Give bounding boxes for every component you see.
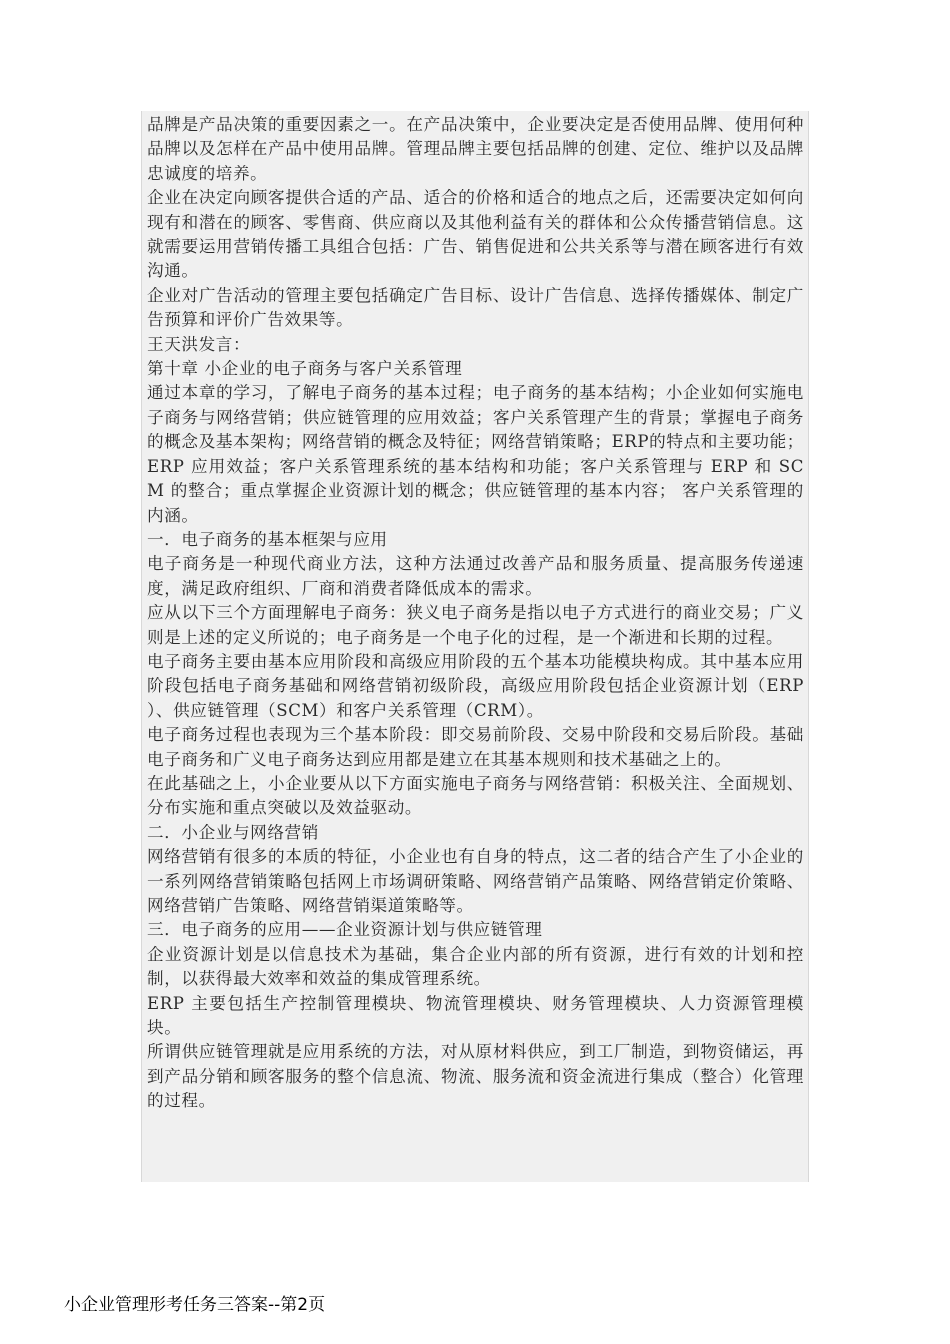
paragraph-ecommerce-stages: 电子商务过程也表现为三个基本阶段：即交易前阶段、交易中阶段和交易后阶段。基础电子商务和广义电子商务达到应用都是建立在其基本规则和技术基础之上的。 <box>147 725 804 769</box>
paragraph-brand-decision: 品牌是产品决策的重要因素之一。在产品决策中，企业要决定是否使用品牌、使用何种品牌以及怎样在产品中使用品牌。管理品牌主要包括品牌的创建、定位、维护以及品牌忠诚度的培养。 <box>147 115 804 183</box>
paragraph-supply-chain: 所谓供应链管理就是应用系统的方法，对从原材料供应，到工厂制造，到物资储运，再到产品分销和顾客服务的整个信息流、物流、服务流和资金流进行集成（整合）化管理的过程。 <box>147 1042 804 1111</box>
speaker-label: 王天洪发言： <box>147 334 251 354</box>
paragraph-learning-objectives: 通过本章的学习，了解电子商务的基本过程；电子商务的基本结构；小企业如何实施电子商务与网络营销；供应链管理的应用效益；客户关系管理产生的背景；掌握电子商务的概念及基本架构；网络营销的概念及特征；网络营销策略；ERP的特点和主要功能；ERP 应用效益；客户关系管理系统的基本结构和功能；客户关系管理与 ERP 和 SCM 的整合；重点掌握企业资源计划的概念；供应链管理的基本内容； 客户关系管理的内涵。 <box>147 383 804 525</box>
paragraph-erp-modules: ERP 主要包括生产控制管理模块、物流管理模块、财务管理模块、人力资源管理模块。 <box>147 993 804 1038</box>
document-text-block <box>141 111 809 1182</box>
paragraph-implementation: 在此基础之上，小企业要从以下方面实施电子商务与网络营销：积极关注、全面规划、分布实施和重点突破以及效益驱动。 <box>147 773 804 818</box>
section-heading-2: 二．小企业与网络营销 <box>147 822 319 842</box>
paragraph-ecommerce-modules: 电子商务主要由基本应用阶段和高级应用阶段的五个基本功能模块构成。其中基本应用阶段包括电子商务基础和网络营销初级阶段，高级应用阶段包括企业资源计划（ERP ）、供应链管理（SCM）和客户关系管理（CRM）。 <box>147 651 804 720</box>
paragraph-ecommerce-understanding: 应从以下三个方面理解电子商务：狭义电子商务是指以电子方式进行的商业交易；广义则是上述的定义所说的；电子商务是一个电子化的过程，是一个渐进和长期的过程。 <box>147 603 804 647</box>
page-footer: 小企业管理形考任务三答案--第2页 <box>64 1295 326 1315</box>
section-heading-1: 一．电子商务的基本框架与应用 <box>147 529 388 549</box>
section-heading-3: 三．电子商务的应用——企业资源计划与供应链管理 <box>147 920 543 940</box>
paragraph-ecommerce-definition: 电子商务是一种现代商业方法，这种方法通过改善产品和服务质量、提高服务传递速度，满足政府组织、厂商和消费者降低成本的需求。 <box>147 554 804 598</box>
paragraph-marketing-communication: 企业在决定向顾客提供合适的产品、适合的价格和适合的地点之后，还需要决定如何向现有和潜在的顾客、零售商、供应商以及其他利益有关的群体和公众传播营销信息。这就需要运用营销传播工具组合包括：广告、销售促进和公共关系等与潜在顾客进行有效沟通。 <box>147 188 804 281</box>
paragraph-erp-definition: 企业资源计划是以信息技术为基础，集合企业内部的所有资源，进行有效的计划和控制，以获得最大效率和效益的集成管理系统。 <box>147 944 804 989</box>
chapter-heading: 第十章 小企业的电子商务与客户关系管理 <box>147 359 463 379</box>
paragraph-advertising-management: 企业对广告活动的管理主要包括确定广告目标、设计广告信息、选择传播媒体、制定广告预算和评价广告效果等。 <box>147 285 804 330</box>
paragraph-network-marketing: 网络营销有很多的本质的特征，小企业也有自身的特点，这二者的结合产生了小企业的一系列网络营销策略包括网上市场调研策略、网络营销产品策略、网络营销定价策略、网络营销广告策略、网络营销渠道策略等。 <box>147 847 804 915</box>
